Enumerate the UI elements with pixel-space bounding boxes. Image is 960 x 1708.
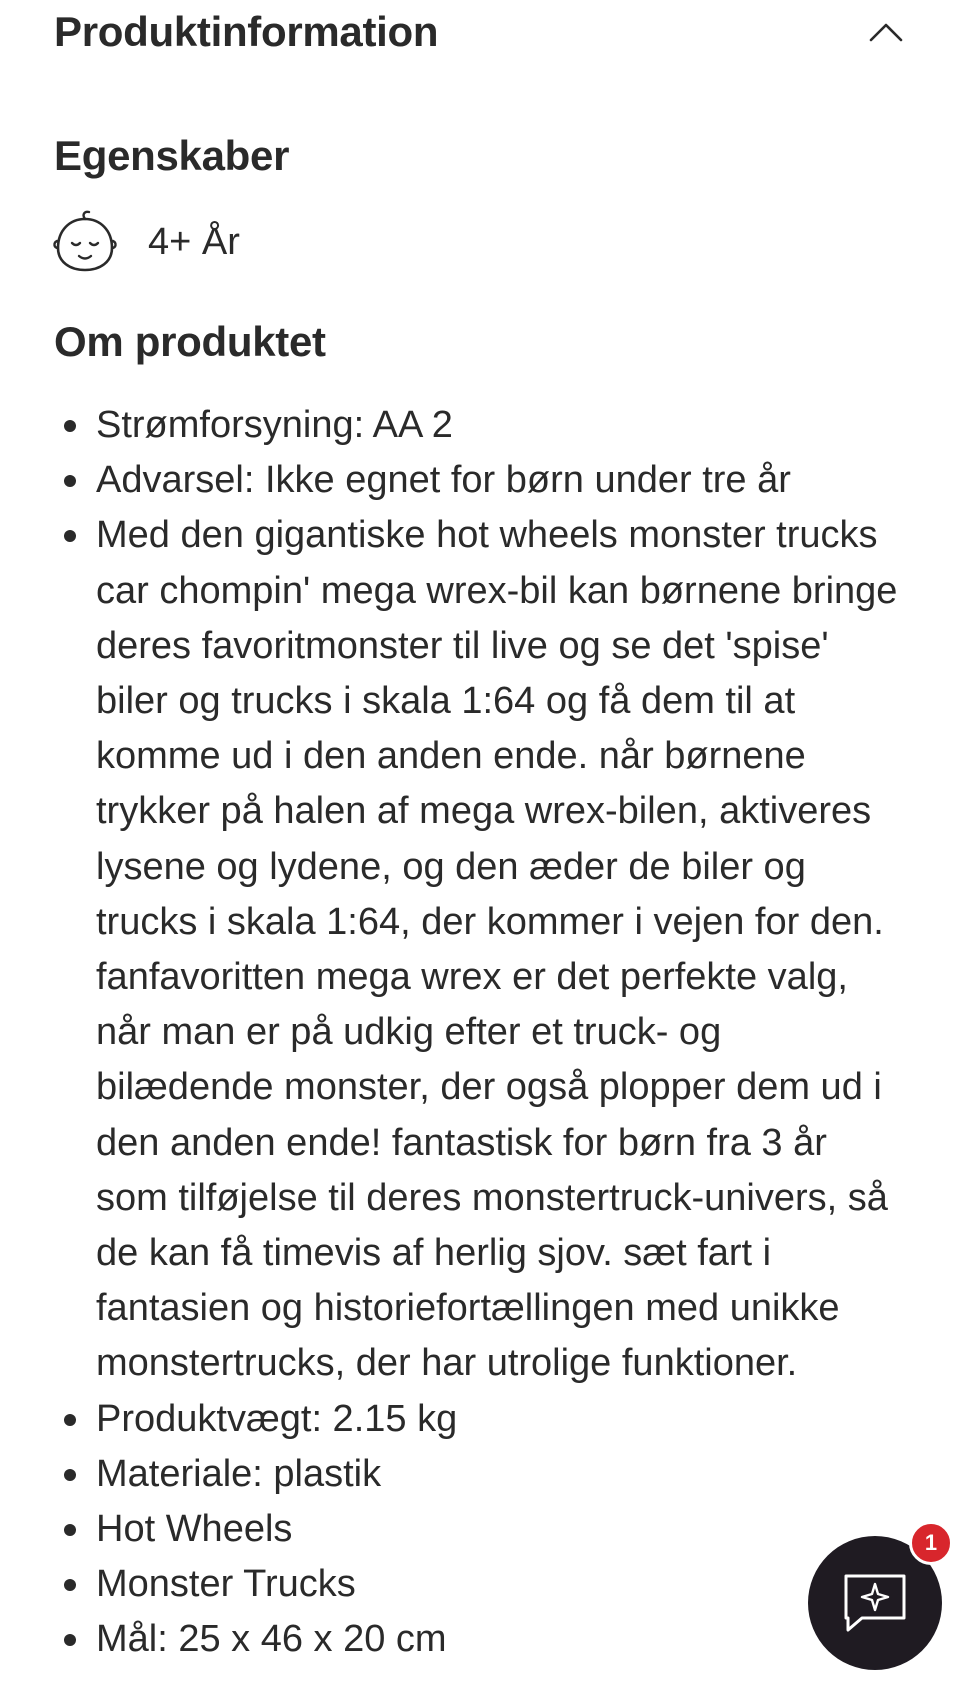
product-info-header[interactable] <box>54 0 906 64</box>
property-age-label: 4+ År <box>148 220 240 263</box>
list-item: Advarsel: Ikke egnet for børn under tre år <box>0 453 960 508</box>
list-item: Monster Trucks <box>0 1557 960 1612</box>
about-heading: Om produktet <box>54 318 326 365</box>
properties-heading: Egenskaber <box>54 132 290 179</box>
list-item: Med den gigantiske hot wheels monster trucks car chompin' mega wrex-bil kan børnene bringe deres favoritmonster til live og se det 'spise' biler og trucks i skala 1:64 og få dem til at komme ud i den anden ende. når børnene trykker på halen af mega wrex-bilen, aktiveres lysene og lydene, og den æder de biler og trucks i skala 1:64, der kommer i vejen for den. fanfavoritten mega wrex er det perfekte valg, når man er på udkig efter et truck- og bilædende monster, der også plopper dem ud i den anden ende! fantastisk for børn fra 3 år som tilføjelse til deres monstertruck-univers, så de kan få timevis af herlig sjov. sæt fart i fantasien og historiefortællingen med unikke monstertrucks, der har utrolige funktioner. <box>0 508 960 1391</box>
list-item: Hot Wheels <box>0 1502 960 1557</box>
notification-badge: 1 <box>909 1521 953 1565</box>
list-item: Strømforsyning: AA 2 <box>0 398 960 453</box>
list-item: Mål: 25 x 46 x 20 cm <box>0 1612 960 1667</box>
chevron-up-icon[interactable] <box>866 12 906 52</box>
property-age <box>52 210 240 274</box>
chat-sparkle-icon <box>840 1570 910 1636</box>
section-title: Produktinformation <box>54 8 439 55</box>
list-item: Materiale: plastik <box>0 1447 960 1502</box>
list-item: Produktvægt: 2.15 kg <box>0 1392 960 1447</box>
baby-face-icon <box>52 210 118 274</box>
about-bullet-list <box>0 398 960 1668</box>
